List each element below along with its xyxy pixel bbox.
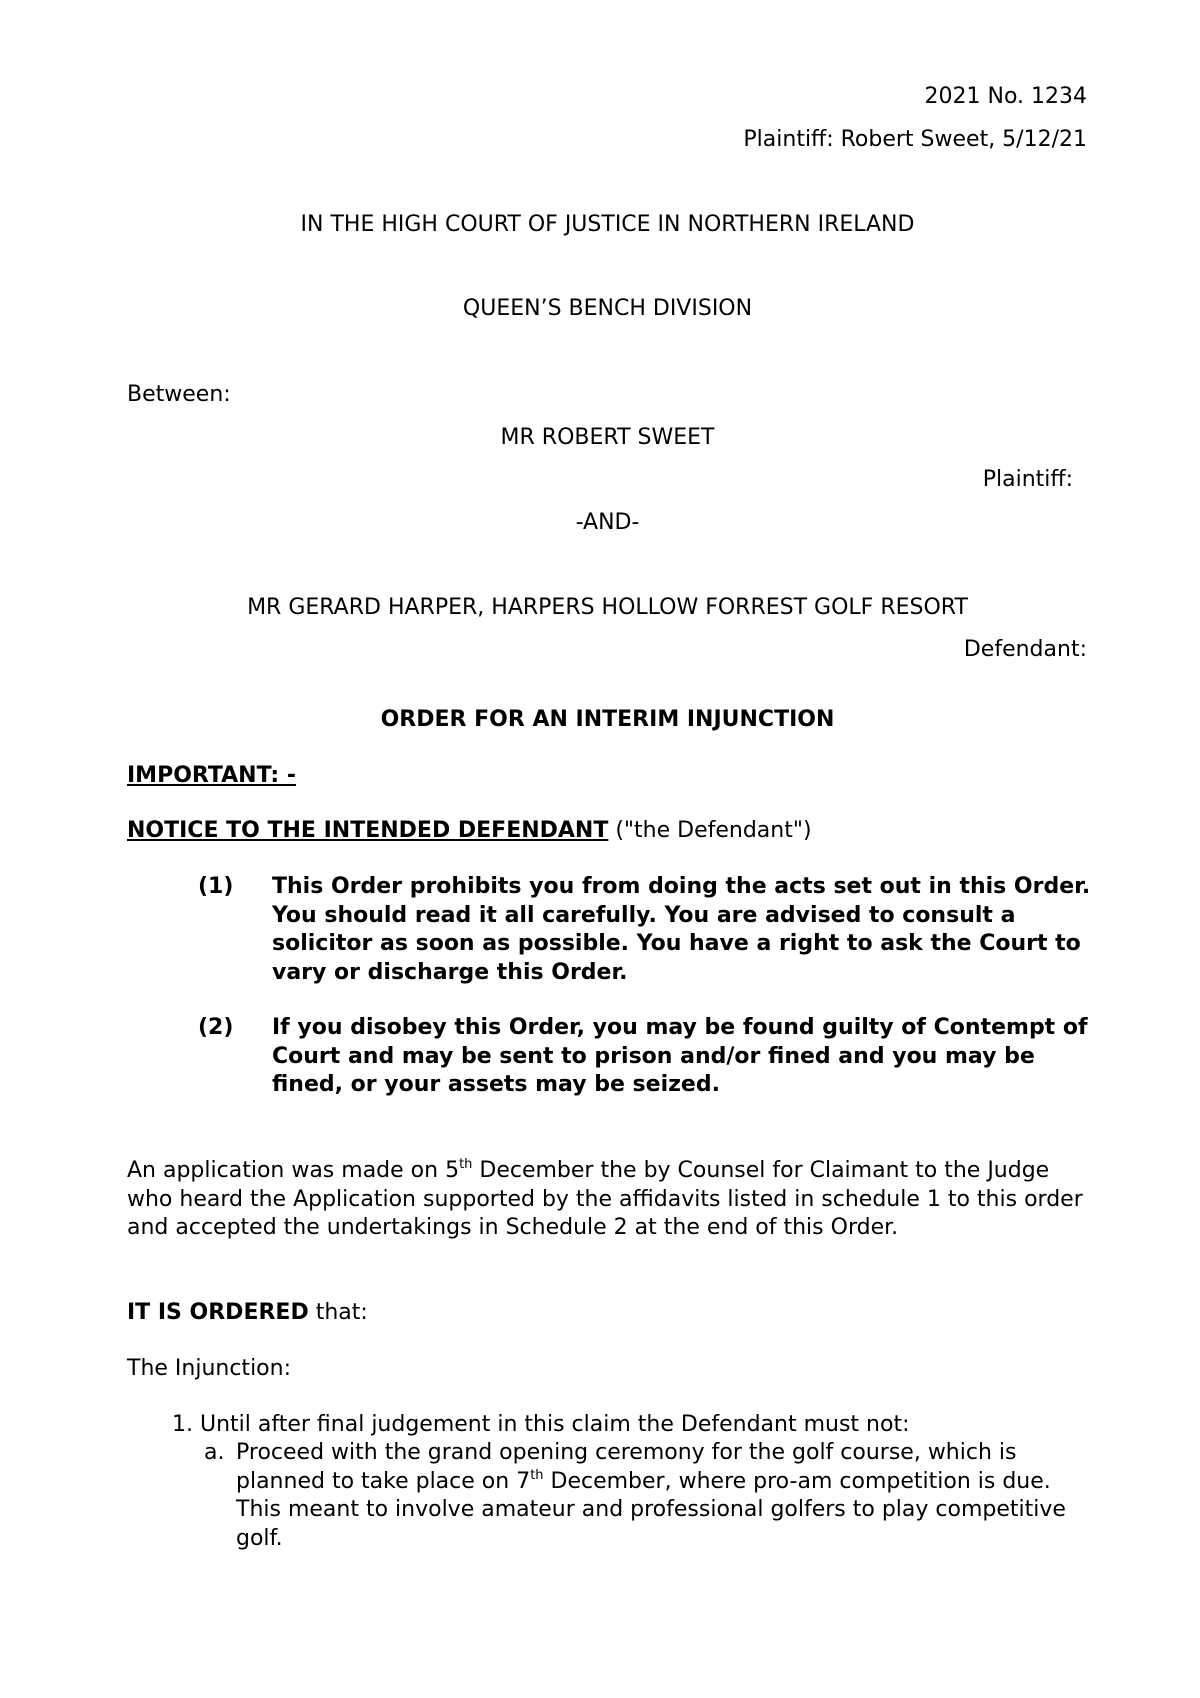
- notice-text: This Order prohibits you from doing the acts set out in this Order. You should read it all carefully. You are advised to consult a solicitor as soon as possible. You have a right to ask the Court to vary or discharge this Order.: [272, 874, 1091, 985]
- between-label: Between:: [127, 382, 231, 407]
- defendant-name: MR GERARD HARPER, HARPERS HOLLOW FORREST GOLF RESORT: [247, 595, 968, 620]
- notice-item-1: [198, 873, 1098, 988]
- notice-item-2: [198, 1014, 1098, 1104]
- ordered-line: [127, 1299, 368, 1327]
- notice-heading: NOTICE TO THE INTENDED DEFENDANT: [127, 818, 609, 843]
- sub-item-letter: a.: [204, 1440, 225, 1465]
- notice-number: (2): [198, 1015, 234, 1040]
- list-item-number: 1.: [172, 1412, 193, 1437]
- case-number: 2021 No. 1234: [924, 84, 1087, 109]
- ordered-bold: IT IS ORDERED: [127, 1300, 309, 1325]
- notice-heading-suffix: ("the Defendant"): [608, 818, 812, 843]
- notice-text: If you disobey this Order, you may be found guilty of Contempt of Court and may be sent to prison and/or fined and you may be fined, or your assets may be seized.: [272, 1015, 1088, 1097]
- court-division: QUEEN’S BENCH DIVISION: [462, 296, 753, 321]
- notice-heading-line: [127, 817, 812, 845]
- sub-item-text: Proceed with the grand opening ceremony for the golf course, which is planned to take place on 7th December, where pro-am competition is due. This meant to involve amateur and professional golfers to play competitive golf.: [236, 1440, 1066, 1551]
- plaintiff-reference: Plaintiff: Robert Sweet, 5/12/21: [743, 127, 1087, 152]
- plaintiff-role: Plaintiff:: [982, 467, 1073, 492]
- ordered-rest: that:: [308, 1300, 368, 1325]
- important-heading: IMPORTANT: -: [127, 763, 296, 788]
- and-separator: -AND-: [575, 510, 640, 535]
- application-paragraph: An application was made on 5th December the by Counsel for Claimant to the Judge who heard the Application supported by the affidavits listed in schedule 1 to this order and accepted the undertakings in Schedule 2 at the end of this Order.: [127, 1157, 1083, 1240]
- order-title: ORDER FOR AN INTERIM INJUNCTION: [380, 707, 835, 732]
- notice-number: (1): [198, 874, 234, 899]
- defendant-role: Defendant:: [963, 637, 1087, 662]
- injunction-label: The Injunction:: [127, 1356, 291, 1381]
- plaintiff-name: MR ROBERT SWEET: [500, 425, 715, 450]
- court-name: IN THE HIGH COURT OF JUSTICE IN NORTHERN IRELAND: [300, 212, 915, 237]
- list-item-text: Until after final judgement in this claim the Defendant must not:: [200, 1412, 910, 1437]
